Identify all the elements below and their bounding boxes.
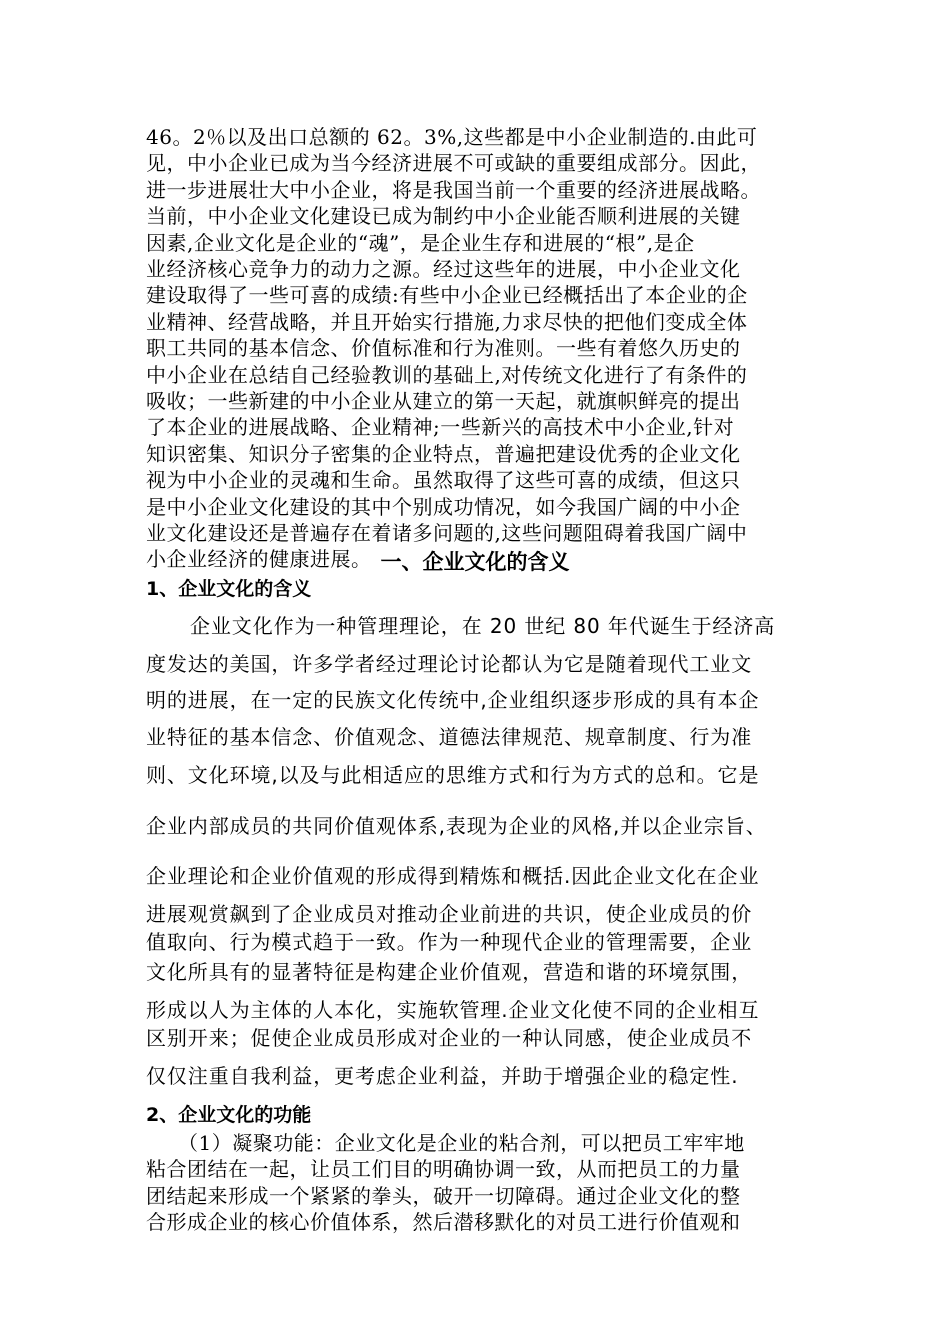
intro-line: 因素,企业文化是企业的“魂”，是企业生存和进展的“根”,是企 [146,231,695,255]
function-line: 合形成企业的核心价值体系，然后潜移默化的对员工进行价值观和 [146,1210,741,1234]
definition-line: 业特征的基本信念、价值观念、道德法律规范、规章制度、行为准 [146,725,753,749]
intro-line: 业经济核心竞争力的动力之源。经过这些年的进展，中小企业文化 [146,257,741,281]
definition-line: 值取向、行为模式趋于一致。作为一种现代企业的管理需要，企业 [146,930,753,954]
intro-line: 知识密集、知识分子密集的企业特点，普遍把建设优秀的企业文化 [146,442,741,466]
function-line: 粘合团结在一起，让员工们目的明确协调一致，从而把员工的力量 [146,1157,741,1181]
definition-line: 度发达的美国，许多学者经过理论讨论都认为它是随着现代工业文 [146,652,753,676]
definition-line: 则、文化环境,以及与此相适应的思维方式和行为方式的总和。它是 [146,763,760,787]
intro-line: 是中小企业文化建设的其中个别成功情况，如今我国广阔的中小企 [146,495,741,519]
definition-line: 企业内部成员的共同价值观体系,表现为企业的风格,并以企业宗旨、 [146,814,767,838]
definition-line: 形成以人为主体的人本化，实施软管理.企业文化使不同的企业相互 [146,998,760,1022]
definition-line: 企业理论和企业价值观的形成得到精炼和概括.因此企业文化在企业 [146,864,760,888]
intro-line: 见，中小企业已成为当今经济进展不可或缺的重要组成部分。因此， [146,151,761,175]
intro-line: 中小企业在总结自己经验教训的基础上,对传统文化进行了有条件的 [146,363,748,387]
definition-line: 文化所具有的显著特征是构建企业价值观，营造和谐的环境氛围， [146,960,753,984]
definition-line: 明的进展，在一定的民族文化传统中,企业组织逐步形成的具有本企 [146,688,760,712]
intro-line: 小企业经济的健康进展。 [146,547,372,571]
intro-line: 建设取得了一些可喜的成绩:有些中小企业已经概括出了本企业的企 [146,283,748,307]
definition-line: 进展观赏飙到了企业成员对推动企业前进的共识，使企业成员的价 [146,902,753,926]
subsection-heading-definition: 1、企业文化的含义 [146,578,312,600]
definition-line: 企业文化作为一种管理理论，在 20 世纪 80 年代诞生于经济高 [190,614,776,638]
intro-line: 业精神、经营战略，并且开始实行措施,力求尽快的把他们变成全体 [146,310,748,334]
subsection-heading-function: 2、企业文化的功能 [146,1104,312,1126]
function-line: （1）凝聚功能：企业文化是企业的粘合剂，可以把员工牢牢地 [178,1131,745,1155]
definition-line: 区别开来；促使企业成员形成对企业的一种认同感，使企业成员不 [146,1026,753,1050]
intro-line: 视为中小企业的灵魂和生命。虽然取得了这些可喜的成绩，但这只 [146,468,741,492]
intro-line: 进一步进展壮大中小企业，将是我国当前一个重要的经济进展战略。 [146,178,761,202]
section-heading: 一、企业文化的含义 [380,550,570,574]
intro-line: 吸收；一些新建的中小企业从建立的第一天起，就旗帜鲜亮的提出 [146,389,741,413]
intro-line: 业文化建设还是普遍存在着诸多问题的,这些问题阻碍着我国广阔中 [146,521,748,545]
intro-line: 了本企业的进展战略、企业精神;一些新兴的高技术中小企业,针对 [146,415,735,439]
function-line: 团结起来形成一个紧紧的拳头，破开一切障碍。通过企业文化的整 [146,1184,741,1208]
definition-line: 仅仅注重自我利益，更考虑企业利益，并助于增强企业的稳定性. [146,1064,739,1088]
intro-line: 职工共同的基本信念、价值标准和行为准则。一些有着悠久历史的 [146,336,741,360]
intro-line: 当前，中小企业文化建设已成为制约中小企业能否顺利进展的关键 [146,204,741,228]
intro-line: 46。2％以及出口总额的 62。3%,这些都是中小企业制造的.由此可 [146,125,758,149]
